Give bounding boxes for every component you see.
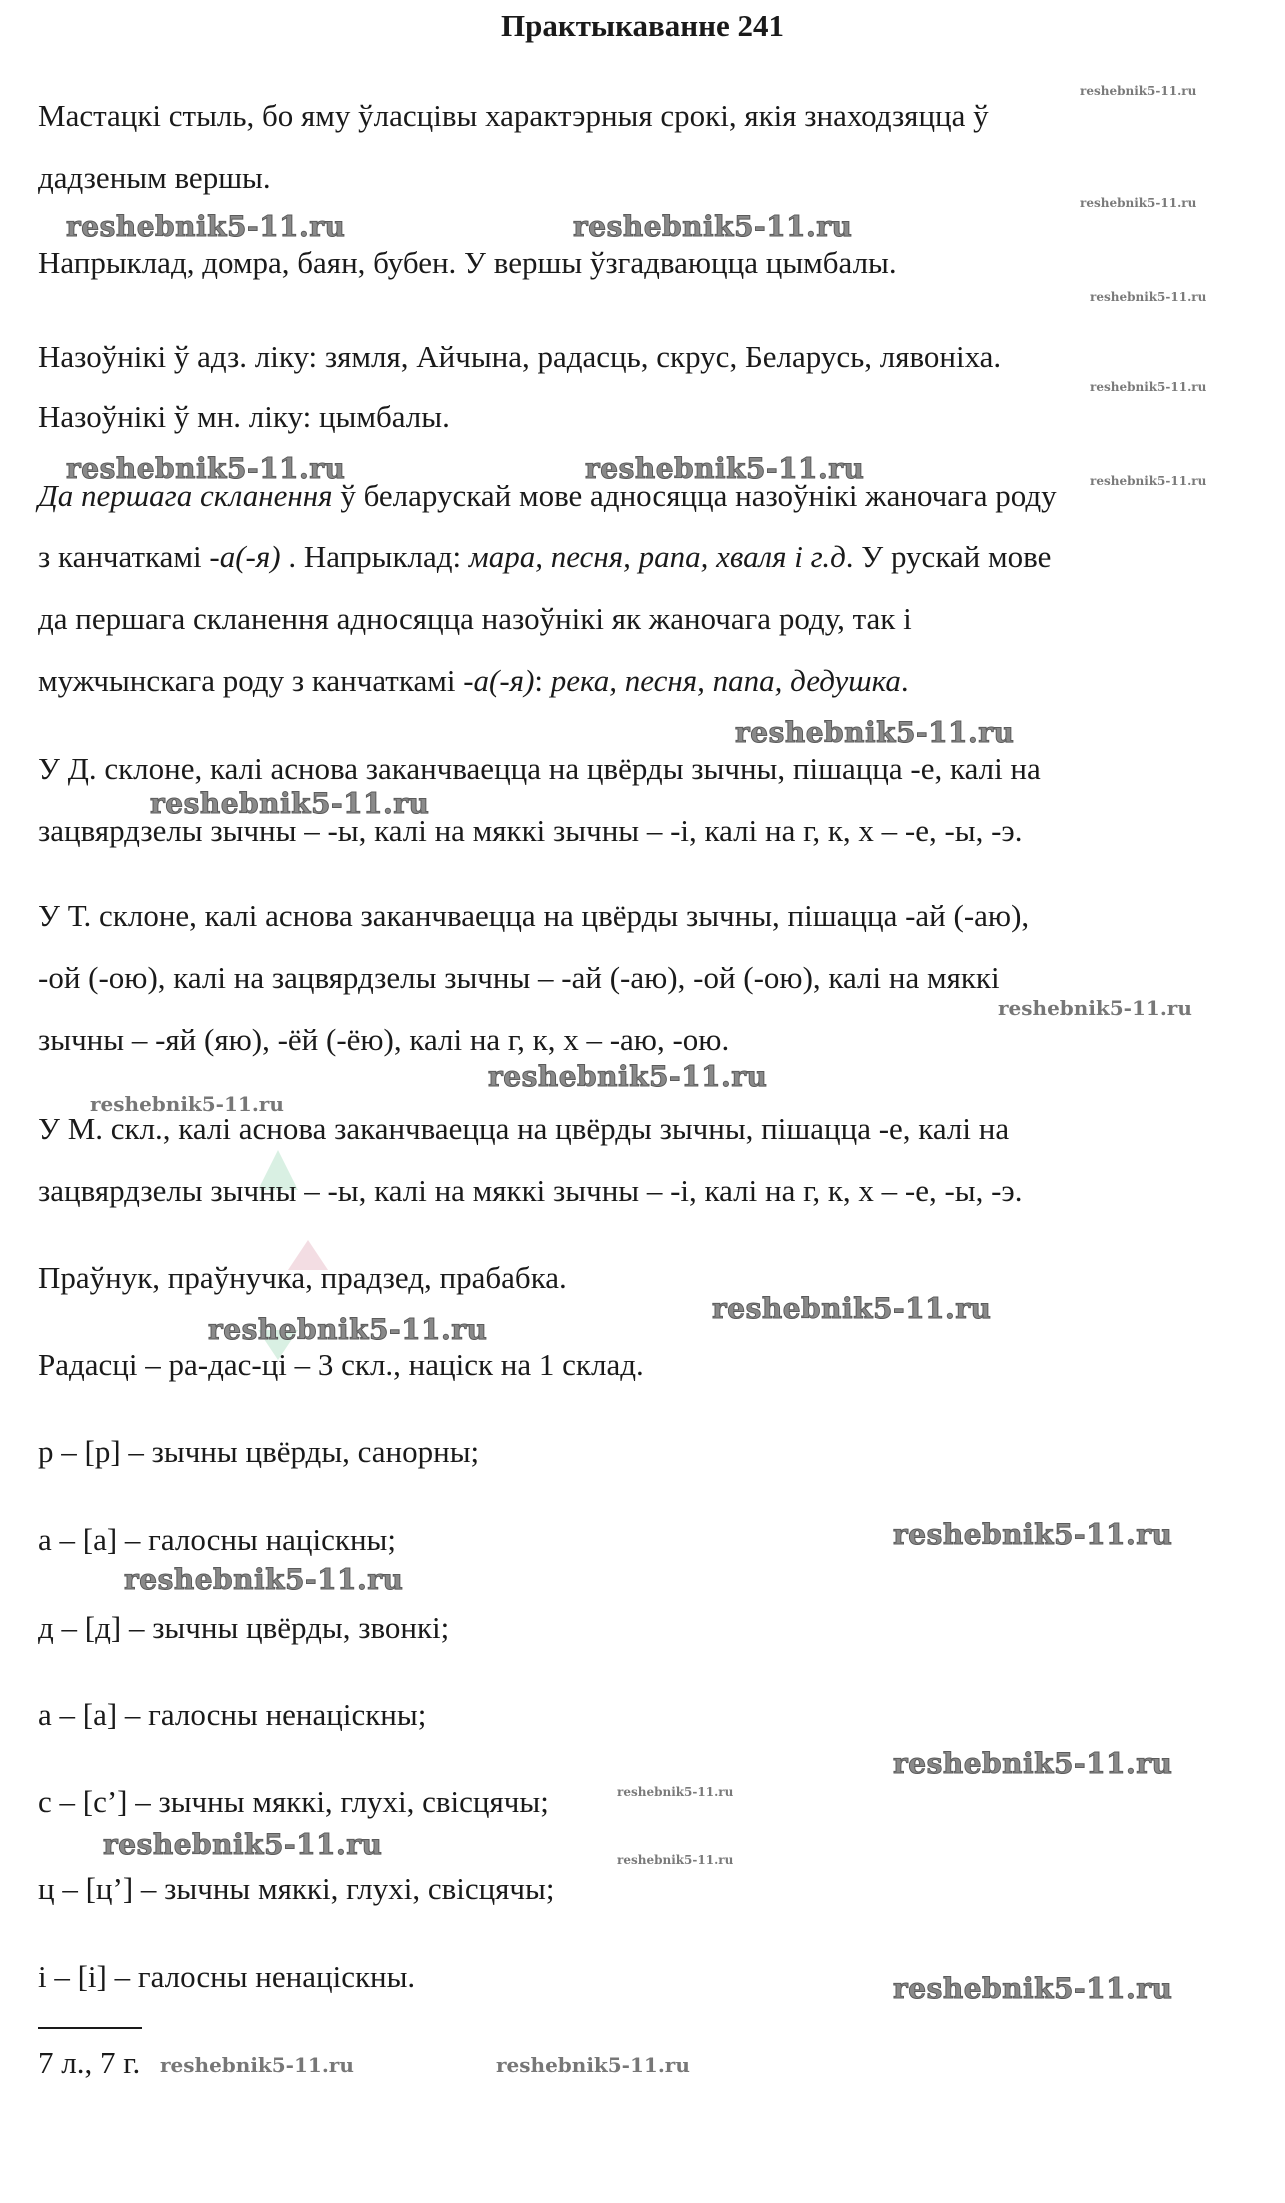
text-line [38, 663, 909, 699]
watermark: reshebnik5-11.ru [1090, 290, 1207, 304]
text-line: с – [с’] – зычны мяккі, глухі, свісцячы; [38, 1784, 549, 1819]
watermark: reshebnik5-11.ru [160, 2053, 354, 2077]
text-line: Назоўнікі ў адз. ліку: зямля, Айчына, радасць, скрус, Беларусь, лявоніха. [38, 339, 1002, 374]
watermark: reshebnik5-11.ru [617, 1785, 734, 1799]
watermark: reshebnik5-11.ru [998, 996, 1192, 1020]
watermark: reshebnik5-11.ru [1080, 84, 1197, 98]
italic-term: -а(-я) [209, 539, 281, 574]
text-span: мужчынскага роду з канчаткамі [38, 663, 464, 698]
watermark: reshebnik5-11.ru [893, 1518, 1173, 1551]
text-line: д – [д] – зычны цвёрды, звонкі; [38, 1610, 450, 1645]
italic-term: мара, песня, рапа, хваля і г.д [468, 539, 846, 574]
text-line [38, 539, 1051, 575]
text-line: зычны – -яй (яю), -ёй (-ёю), калі на г, к, х – -аю, -ою. [38, 1022, 730, 1057]
text-line: У Д. склоне, калі аснова заканчваецца на цвёрды зычны, пішацца -е, калі на [38, 751, 1041, 786]
watermark: reshebnik5-11.ru [208, 1313, 488, 1346]
text-line: а – [а] – галосны націскны; [38, 1522, 396, 1557]
watermark: reshebnik5-11.ru [66, 210, 346, 243]
text-line: У Т. склоне, калі аснова заканчваецца на цвёрды зычны, пішацца -ай (-аю), [38, 898, 1030, 933]
watermark: reshebnik5-11.ru [893, 1972, 1173, 2005]
footnote-text: 7 л., 7 г. [38, 2045, 141, 2080]
text-line: ц – [ц’] – зычны мяккі, глухі, свісцячы; [38, 1871, 555, 1906]
text-line: зацвярдзелы зычны – -ы, калі на мяккі зычны – -і, калі на г, к, х – -е, -ы, -э. [38, 1173, 1023, 1208]
watermark: reshebnik5-11.ru [103, 1828, 383, 1861]
footnote-divider [38, 2027, 142, 2029]
watermark: reshebnik5-11.ru [150, 787, 430, 820]
page-title: Практыкаванне 241 [500, 8, 784, 43]
watermark: reshebnik5-11.ru [573, 210, 853, 243]
watermark: reshebnik5-11.ru [893, 1747, 1173, 1780]
text-line: зацвярдзелы зычны – -ы, калі на мяккі зычны – -і, калі на г, к, х – -е, -ы, -э. [38, 813, 1023, 848]
text-line: дадзеным вершы. [38, 160, 271, 195]
text-span: . Напрыклад: [280, 539, 469, 574]
text-line: У М. скл., калі аснова заканчваецца на цвёрды зычны, пішацца -е, калі на [38, 1111, 1010, 1146]
watermark: reshebnik5-11.ru [488, 1060, 768, 1093]
text-line: да першага скланення адносяцца назоўнікі як жаночага роду, так і [38, 601, 912, 636]
text-span: . У рускай мове [845, 539, 1052, 574]
watermark: reshebnik5-11.ru [66, 452, 346, 485]
watermark: reshebnik5-11.ru [90, 1092, 284, 1116]
text-span: : [534, 663, 551, 698]
text-line: Праўнук, праўнучка, прадзед, прабабка. [38, 1260, 567, 1295]
text-line: Мастацкі стыль, бо яму ўласцівы характэрныя срокі, якія знаходзяцца ў [38, 98, 989, 133]
watermark: reshebnik5-11.ru [1090, 380, 1207, 394]
text-line: Напрыклад, домра, баян, бубен. У вершы ўзгадваюцца цымбалы. [38, 245, 897, 280]
text-line: Радасці – ра-дас-ці – 3 скл., націск на 1 склад. [38, 1347, 644, 1382]
text-line: р – [р] – зычны цвёрды, санорны; [38, 1434, 480, 1469]
watermark: reshebnik5-11.ru [1080, 196, 1197, 210]
italic-term: река, песня, папа, дедушка [550, 663, 901, 698]
text-span: ў беларускай мове адносяцца назоўнікі жаночага роду [332, 478, 1057, 513]
italic-term: Да першага скланення [38, 478, 333, 513]
watermark: reshebnik5-11.ru [585, 452, 865, 485]
watermark: reshebnik5-11.ru [712, 1292, 992, 1325]
text-line: і – [і] – галосны ненаціскны. [38, 1959, 416, 1994]
text-line: Назоўнікі ў мн. ліку: цымбалы. [38, 399, 450, 434]
text-span: . [900, 663, 909, 698]
watermark: reshebnik5-11.ru [124, 1563, 404, 1596]
watermark: reshebnik5-11.ru [735, 716, 1015, 749]
text-line: а – [а] – галосны ненаціскны; [38, 1697, 427, 1732]
italic-term: -а(-я) [463, 663, 535, 698]
watermark: reshebnik5-11.ru [617, 1853, 734, 1867]
watermark: reshebnik5-11.ru [496, 2053, 690, 2077]
watermark: reshebnik5-11.ru [1090, 474, 1207, 488]
text-span: з канчаткамі [38, 539, 210, 574]
text-line: -ой (-ою), калі на зацвярдзелы зычны – -ай (-аю), -ой (-ою), калі на мяккі [38, 960, 1000, 995]
